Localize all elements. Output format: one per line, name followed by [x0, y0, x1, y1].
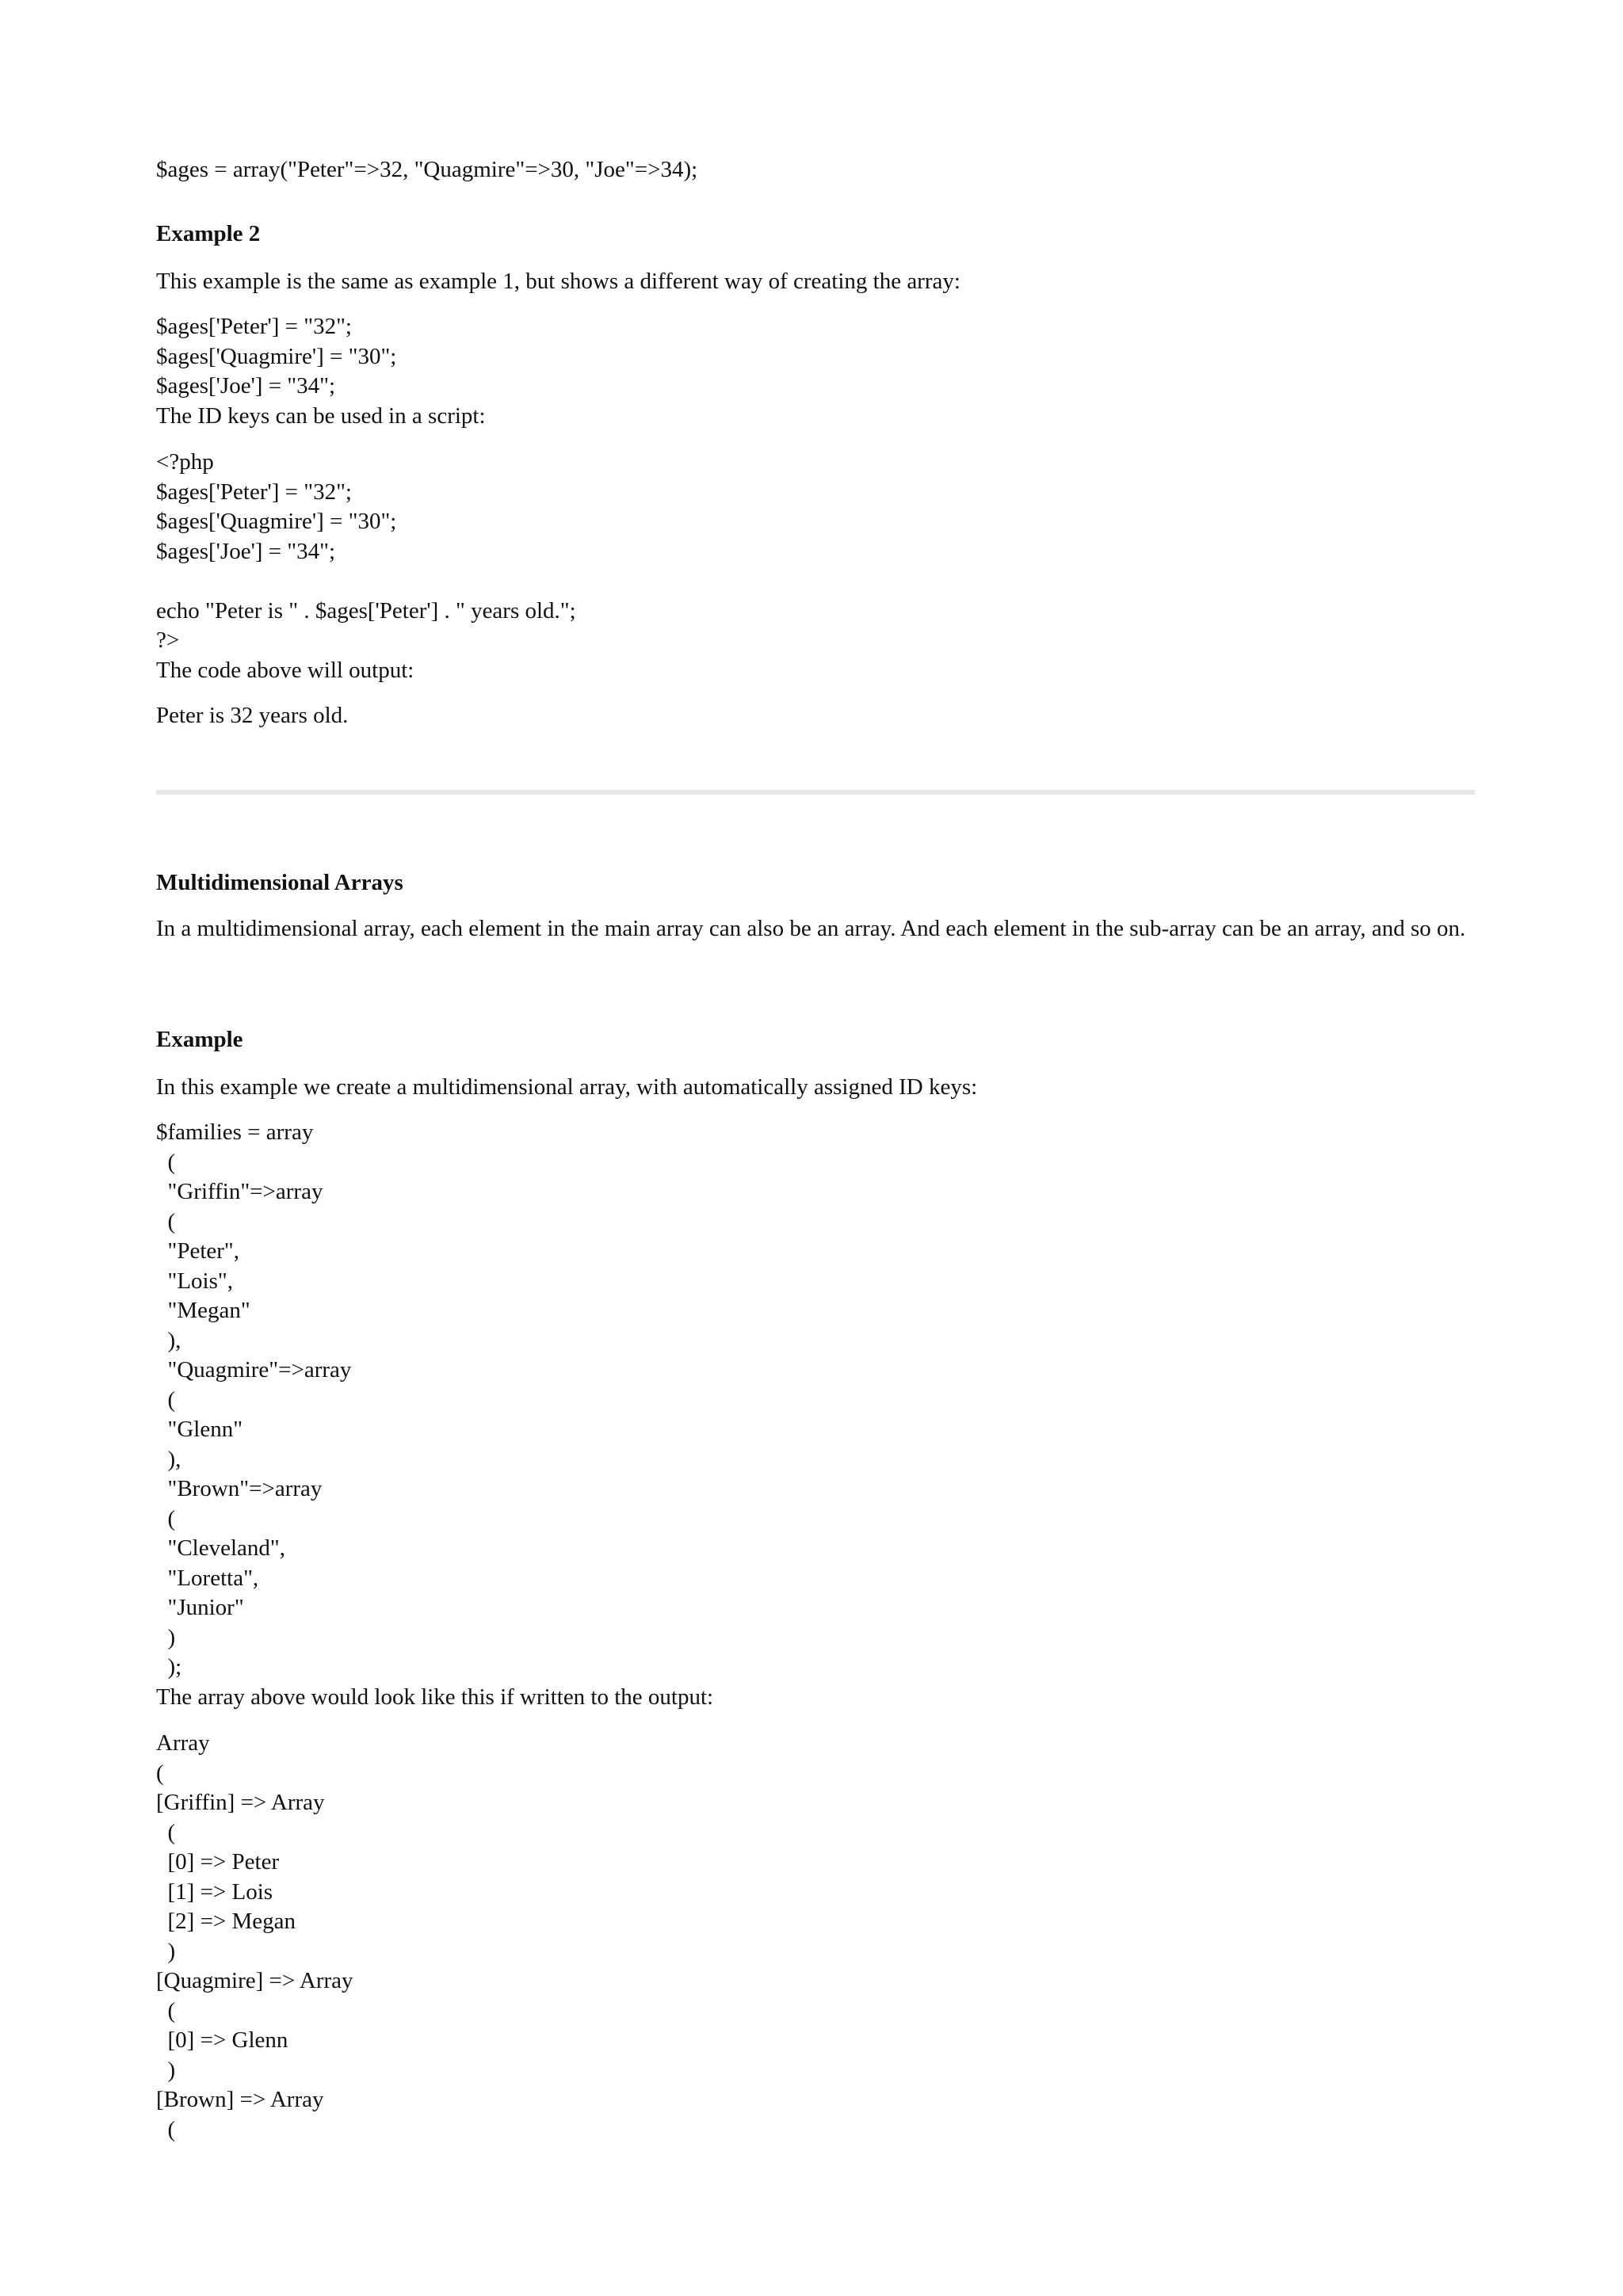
- example-intro: In this example we create a multidimensional array, with automatically assigned ID keys:: [156, 1074, 978, 1100]
- families-array-code: $families = array ( "Griffin"=>array ( "Peter", "Lois", "Megan" ), "Quagmire"=>array ( "Glenn" ), "Brown"=>array ( "Cleveland", "Loretta", "Junior" ) ); The array above would look like this if written to the output:: [156, 1119, 714, 1710]
- array-output: Array ( [Griffin] => Array ( [0] => Peter [1] => Lois [2] => Megan ) [Quagmire] => Array ( [0] => Glenn ) [Brown] => Array (: [156, 1730, 353, 2142]
- section-divider: [156, 790, 1475, 795]
- example-2-code: $ages['Peter'] = "32"; $ages['Quagmire'] = "30"; $ages['Joe'] = "34"; The ID keys can be used in a script:: [156, 314, 486, 429]
- example-2-intro: This example is the same as example 1, but shows a different way of creating the array:: [156, 269, 960, 294]
- multidimensional-description: In a multidimensional array, each element in the main array can also be an array. And each element in the sub-array can be an array, and so on.: [156, 916, 1466, 941]
- ages-array-code: $ages = array("Peter"=>32, "Quagmire"=>30, "Joe"=>34);: [156, 157, 698, 182]
- example-2-heading: Example 2: [156, 221, 261, 246]
- multidimensional-heading: Multidimensional Arrays: [156, 870, 403, 895]
- example-heading: Example: [156, 1027, 243, 1052]
- example-2-script: <?php $ages['Peter'] = "32"; $ages['Quagmire'] = "30"; $ages['Joe'] = "34"; echo "Peter is " . $ages['Peter'] . " years old."; ?> The code above will output:: [156, 449, 576, 683]
- example-2-output: Peter is 32 years old.: [156, 703, 349, 728]
